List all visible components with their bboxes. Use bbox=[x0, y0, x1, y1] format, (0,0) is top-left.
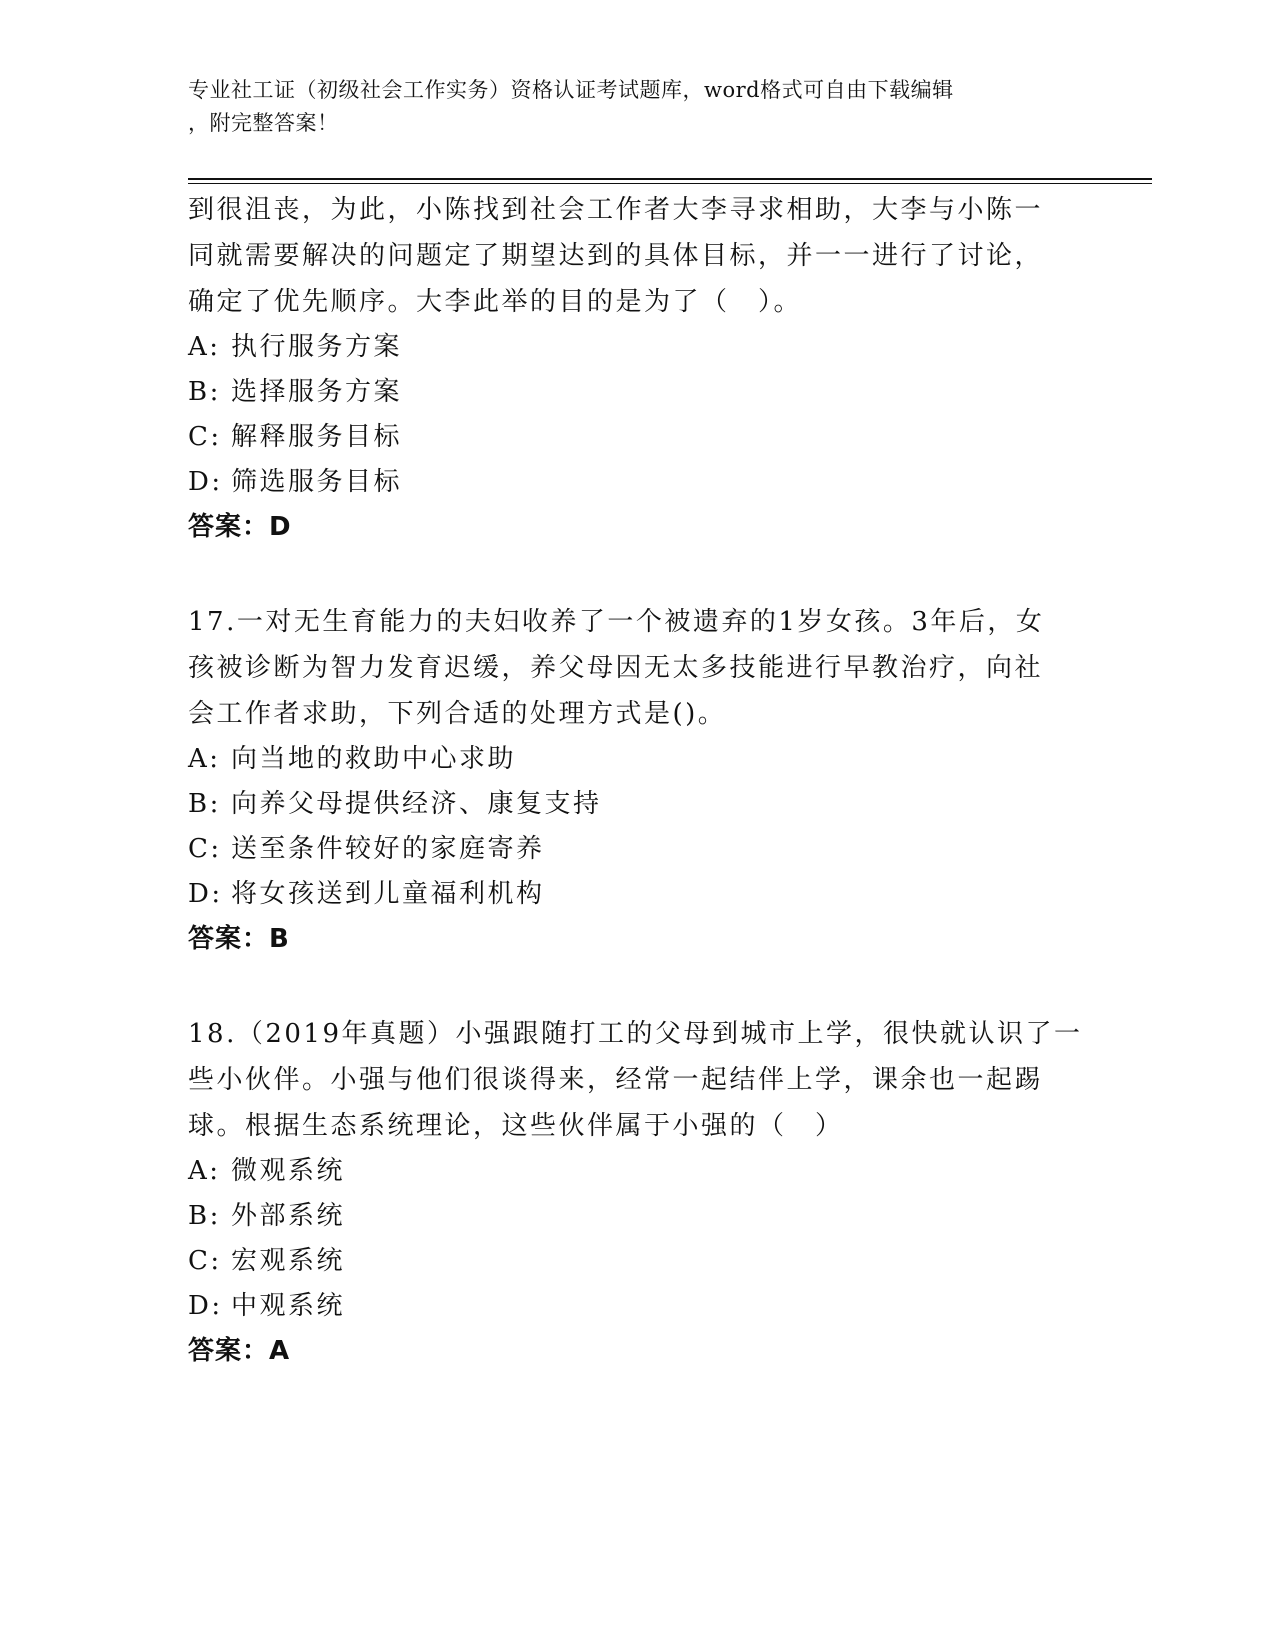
question-stem-line: 确定了优先顺序。大李此举的目的是为了（ ）。 bbox=[188, 287, 803, 317]
question-stem-line: 18.（2019年真题）小强跟随打工的父母到城市上学，很快就认识了一 bbox=[188, 1019, 1083, 1049]
option-d bbox=[188, 872, 1088, 917]
option-c bbox=[188, 415, 1088, 460]
option-text: 送至条件较好的家庭寄养 bbox=[231, 834, 545, 864]
option-b bbox=[188, 370, 1088, 415]
option-b bbox=[188, 1194, 1088, 1239]
option-letter: D: bbox=[188, 467, 223, 497]
option-text: 执行服务方案 bbox=[231, 332, 403, 362]
question-block bbox=[188, 187, 1088, 550]
option-letter: B: bbox=[188, 1201, 221, 1231]
question-stem-line: 球。根据生态系统理论，这些伙伴属于小强的（ ） bbox=[188, 1111, 844, 1141]
option-text: 选择服务方案 bbox=[231, 377, 403, 407]
option-letter: C: bbox=[188, 1246, 222, 1276]
question-block bbox=[188, 599, 1088, 962]
question-stem-line: 会工作者求助，下列合适的处理方式是()。 bbox=[188, 699, 727, 729]
question-spacer bbox=[188, 550, 1088, 599]
option-text: 筛选服务目标 bbox=[231, 467, 403, 497]
option-letter: A: bbox=[188, 1156, 221, 1186]
question-stem-line: 孩被诊断为智力发育迟缓，养父母因无太多技能进行早教治疗，向社 bbox=[188, 653, 1044, 683]
question-list bbox=[188, 187, 1088, 1374]
option-letter: C: bbox=[188, 834, 222, 864]
option-letter: D: bbox=[188, 1291, 223, 1321]
option-a bbox=[188, 1149, 1088, 1194]
question-stem-line: 17.一对无生育能力的夫妇收养了一个被遗弃的1岁女孩。3年后，女 bbox=[188, 607, 1045, 637]
header-line-2: ，附完整答案！ bbox=[188, 111, 339, 135]
option-letter: B: bbox=[188, 789, 221, 819]
option-d bbox=[188, 1284, 1088, 1329]
option-text: 解释服务目标 bbox=[231, 422, 403, 452]
option-text: 外部系统 bbox=[231, 1201, 346, 1231]
header-line-1: 专业社工证（初级社会工作实务）资格认证考试题库，word格式可自由下载编辑 bbox=[188, 78, 954, 102]
option-a bbox=[188, 325, 1088, 370]
option-text: 向当地的救助中心求助 bbox=[231, 744, 517, 774]
option-letter: C: bbox=[188, 422, 222, 452]
question-stem-line: 些小伙伴。小强与他们很谈得来，经常一起结伴上学，课余也一起踢 bbox=[188, 1065, 1044, 1095]
question-stem-line: 同就需要解决的问题定了期望达到的具体目标，并一一进行了讨论， bbox=[188, 241, 1044, 271]
option-letter: D: bbox=[188, 879, 223, 909]
option-d bbox=[188, 460, 1088, 505]
answer-line: 答案：B bbox=[188, 924, 290, 954]
option-text: 中观系统 bbox=[231, 1291, 346, 1321]
question-stem-line: 到很沮丧，为此，小陈找到社会工作者大李寻求相助，大李与小陈一 bbox=[188, 195, 1044, 225]
option-b bbox=[188, 782, 1088, 827]
option-text: 向养父母提供经济、康复支持 bbox=[231, 789, 602, 819]
header-divider-thick bbox=[188, 178, 1152, 180]
question-spacer bbox=[188, 962, 1088, 1011]
header-divider-thin bbox=[188, 183, 1152, 184]
document-header bbox=[188, 74, 1068, 140]
option-letter: A: bbox=[188, 744, 221, 774]
option-text: 宏观系统 bbox=[231, 1246, 346, 1276]
option-c bbox=[188, 827, 1088, 872]
answer-line: 答案：A bbox=[188, 1336, 291, 1366]
option-letter: B: bbox=[188, 377, 221, 407]
option-text: 将女孩送到儿童福利机构 bbox=[231, 879, 545, 909]
option-text: 微观系统 bbox=[231, 1156, 346, 1186]
option-letter: A: bbox=[188, 332, 221, 362]
answer-line: 答案：D bbox=[188, 512, 292, 542]
question-block bbox=[188, 1011, 1088, 1374]
option-c bbox=[188, 1239, 1088, 1284]
option-a bbox=[188, 737, 1088, 782]
